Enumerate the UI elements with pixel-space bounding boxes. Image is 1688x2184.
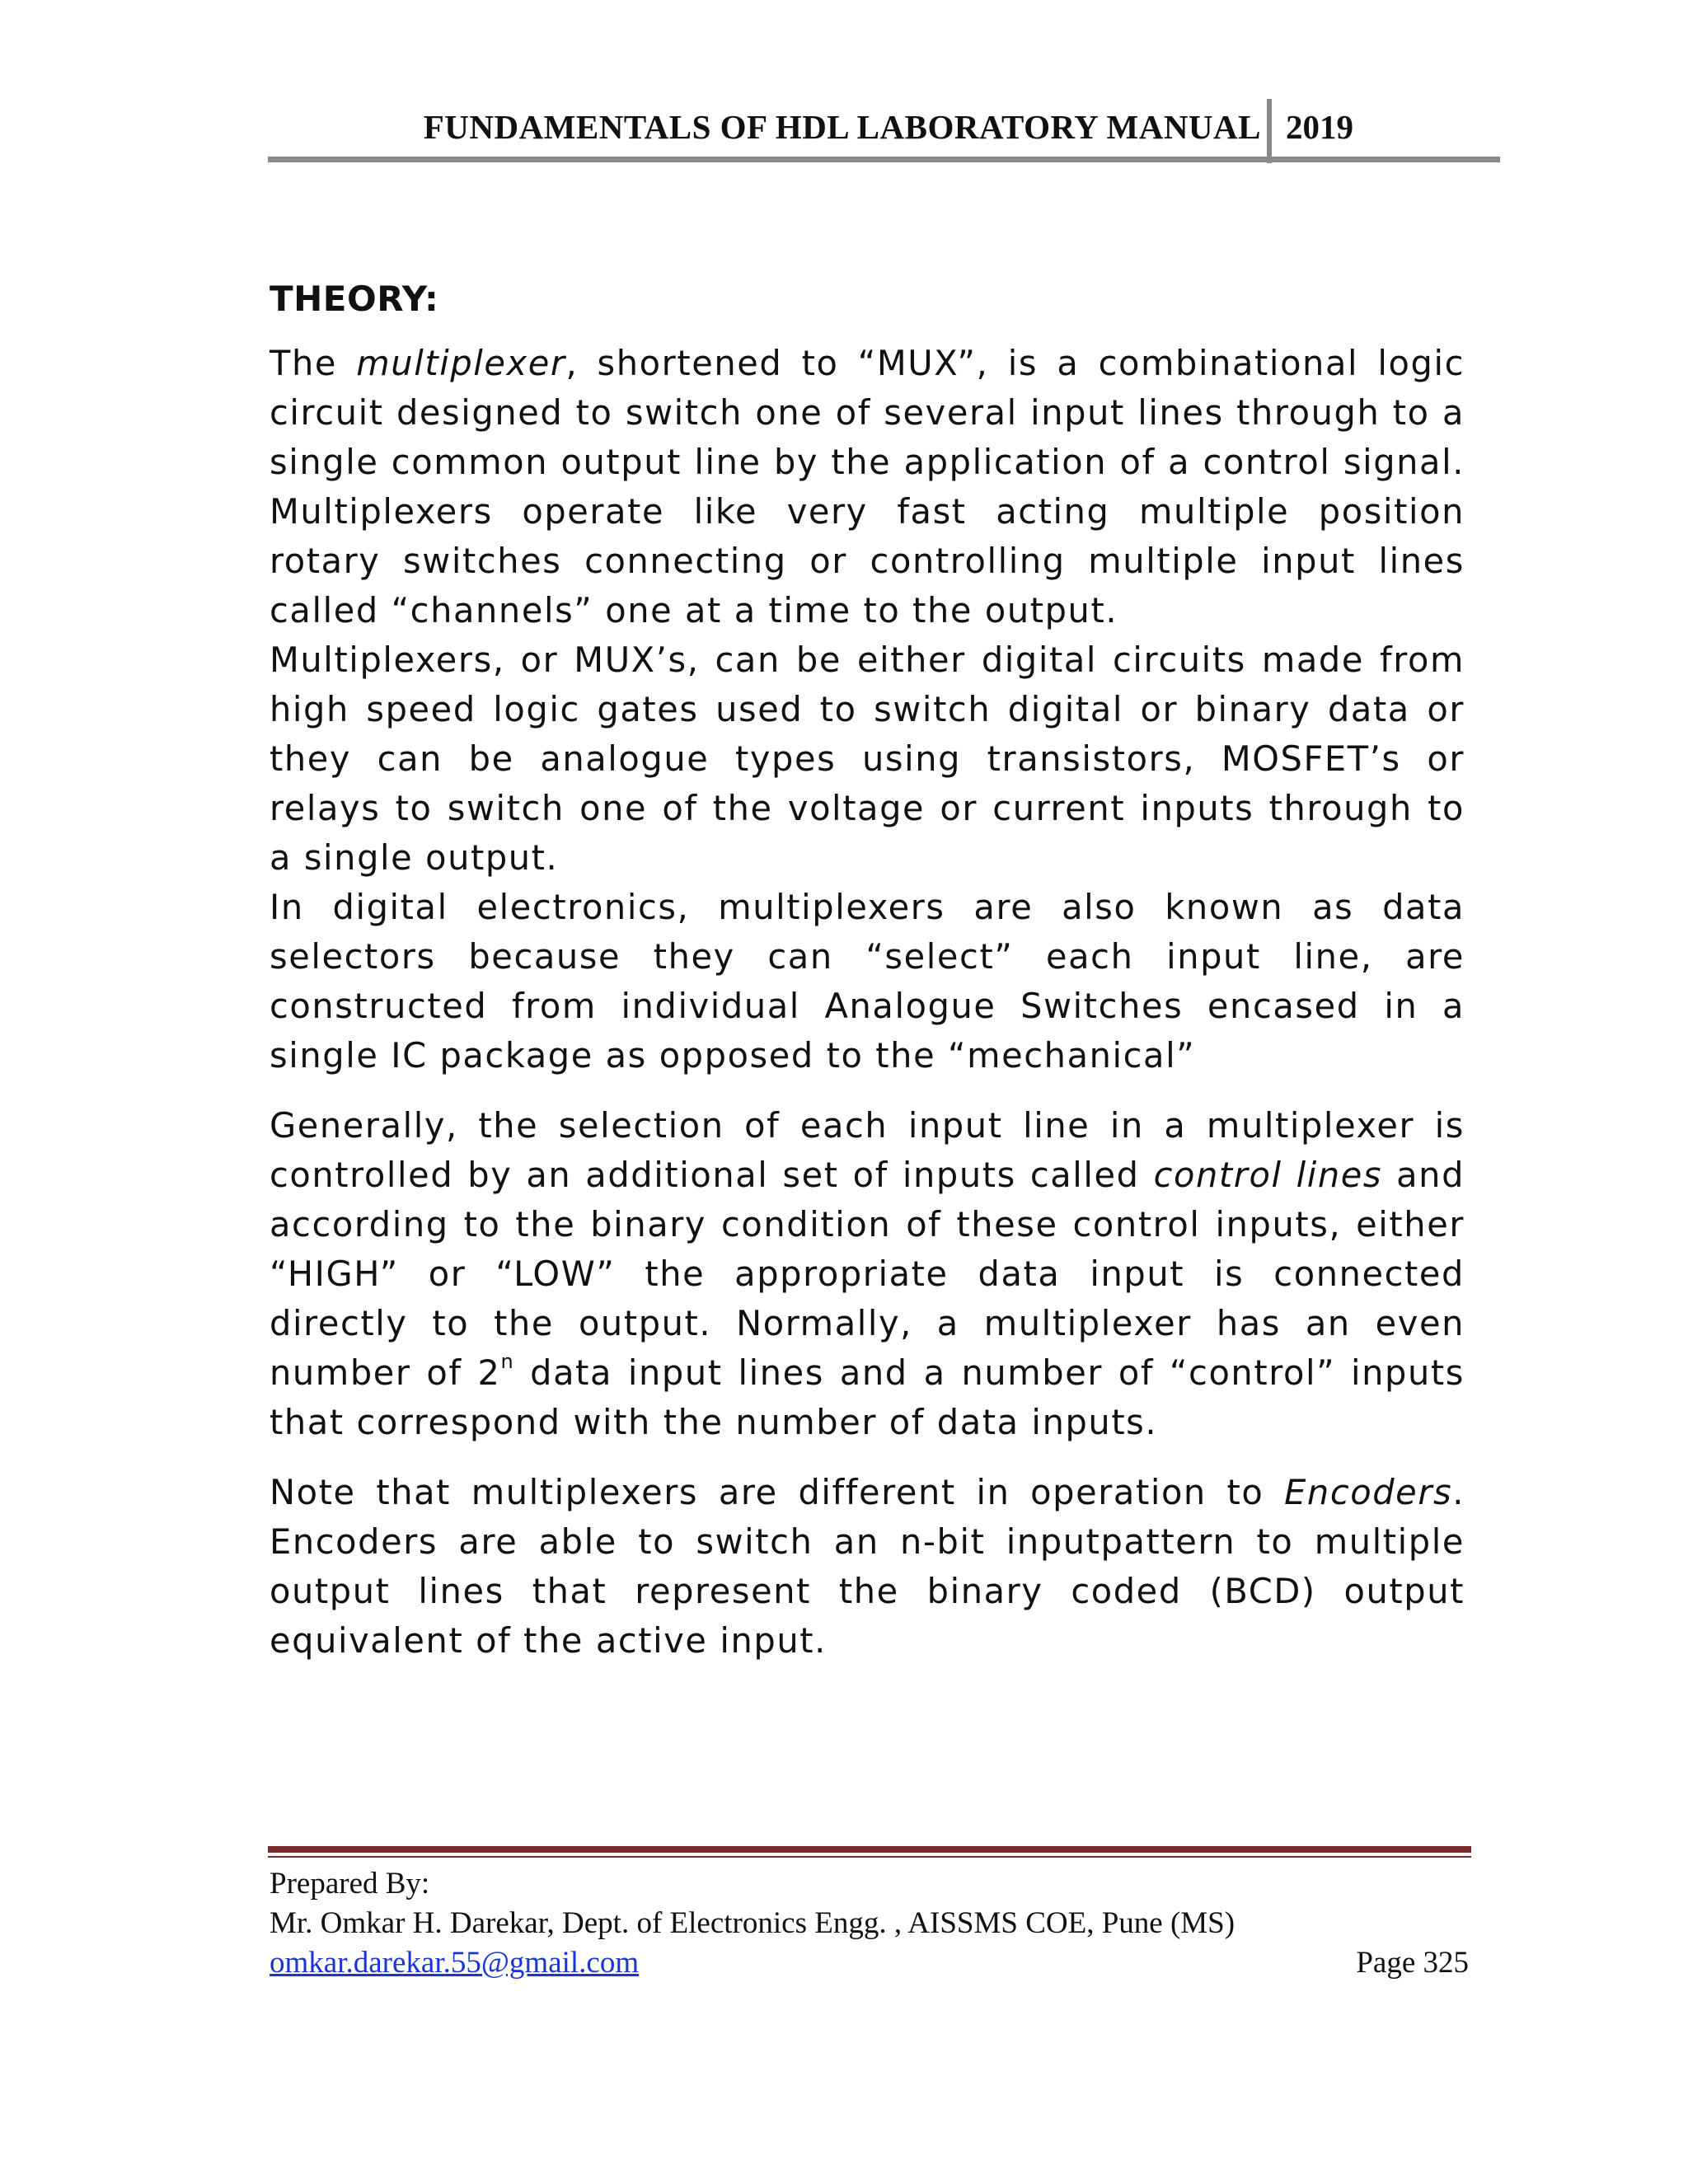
paragraph-data-selectors: In digital electronics, multiplexers are also known as data selectors because they can “select” each input line, are constructed from individual Analogue Switches encased in a single IC package as opposed to the “mechanical” — [270, 887, 1465, 1076]
paragraph-mux-types: Multiplexers, or MUX’s, can be either digital circuits made from high speed logic gates used to switch digital or binary data or they can be analogue types using transistors, MOSFET’s or relays to switch one of the voltage or current inputs through to a single output. — [270, 640, 1465, 878]
section-heading: THEORY: — [270, 279, 439, 319]
footer-rule-thin — [268, 1856, 1471, 1858]
p4-before: Generally, the selection of each input line in a multiplexer is controlled by an additional set of inputs called — [270, 1105, 1465, 1195]
p4-after: data input lines and a number of “control” inputs that correspond with the number of data inputs. — [270, 1352, 1465, 1442]
p5-before: Note that multiplexers are different in operation to — [270, 1472, 1285, 1512]
header-rule — [268, 157, 1500, 162]
author-email-link[interactable]: omkar.darekar.55@gmail.com — [270, 1946, 640, 1980]
manual-title: FUNDAMENTALS OF HDL LABORATORY MANUAL — [423, 108, 1261, 146]
page-header — [268, 99, 1500, 165]
page-footer — [270, 1864, 1469, 1983]
footer-rule — [268, 1846, 1471, 1853]
header-year: 2019 — [1286, 108, 1353, 146]
paragraph-encoders-note — [270, 1468, 1465, 1666]
p4-middle: and according to the binary condition of these control inputs, either “HIGH” or “LOW” the appropriate data input is connected directly to the output. Normally, a multiplexer has an even number of 2 — [270, 1155, 1465, 1393]
prepared-by-label: Prepared By: — [270, 1867, 430, 1900]
author-line: Mr. Omkar H. Darekar, Dept. of Electronics Engg. , AISSMS COE, Pune (MS) — [270, 1906, 1236, 1940]
paragraph-mux-definition — [270, 339, 1465, 635]
paragraph-control-lines — [270, 1101, 1465, 1447]
p1-before: The — [270, 343, 357, 383]
theory-section — [270, 276, 1465, 1666]
p5-term: Encoders — [1284, 1472, 1453, 1512]
header-divider — [1267, 99, 1272, 163]
p1-after: , shortened to “MUX”, is a combinational logic circuit designed to switch one of several input lines through to a single common output line by the application of a control signal. Multiplexers operate like very fast acting multiple position rotary switches connecting or controlling multiple input lines called “channels” one at a time to the output. — [270, 343, 1465, 630]
page-number: Page 325 — [1356, 1946, 1469, 1980]
p4-superscript: n — [500, 1350, 515, 1373]
p4-term: control lines — [1153, 1155, 1383, 1195]
p5-after: . Encoders are able to switch an n-bit inputpattern to multiple output lines that represent the binary coded (BCD) output equivalent of the active input. — [270, 1472, 1465, 1661]
p1-term: multiplexer — [356, 343, 566, 383]
